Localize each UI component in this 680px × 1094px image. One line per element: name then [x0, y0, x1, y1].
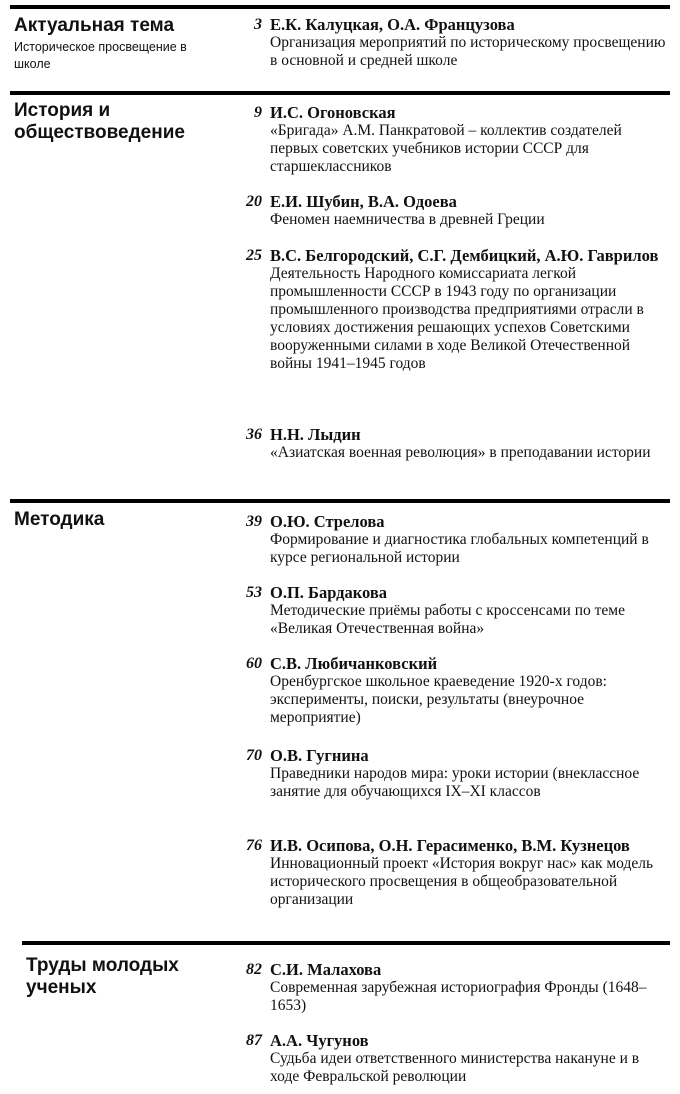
entry-authors: И.С. Огоновская — [270, 103, 396, 122]
entry-authors: О.Ю. Стрелова — [270, 512, 385, 531]
entry-authors: Е.И. Шубин, В.А. Одоева — [270, 192, 457, 211]
entry-title: Судьба идеи ответственного министерства накануне и в ходе Февральской революции — [270, 1050, 640, 1085]
entry-authors: Е.К. Калуцкая, О.А. Французова — [270, 15, 515, 34]
section-title: Актуальная тема — [14, 15, 175, 36]
section-rule — [10, 91, 670, 95]
entry-title: Организация мероприятий по историческому просвещению в основной и средней школе — [270, 34, 666, 69]
page-number: 3 — [254, 16, 262, 33]
entry-title: Оренбургское школьное краеведение 1920-х годов: эксперименты, поиски, результаты (внеурочное мероприятие) — [270, 673, 607, 726]
entry-title: Современная зарубежная историография Фронды (1648–1653) — [270, 979, 647, 1014]
entry-title: Инновационный проект «История вокруг нас» как модель исторического просвещения в общеобразовательной организации — [270, 855, 654, 908]
entry-authors: Н.Н. Лыдин — [270, 425, 361, 444]
entry-authors: А.А. Чугунов — [270, 1031, 369, 1050]
section-rule — [10, 5, 670, 9]
page-number: 87 — [246, 1032, 262, 1049]
section-subtitle: Историческое просвещение в школе — [14, 40, 187, 71]
page-number: 82 — [246, 961, 262, 978]
entry-authors: С.В. Любичанковский — [270, 654, 438, 673]
section-title: Методика — [14, 509, 105, 530]
page-number: 25 — [246, 247, 262, 264]
section-rule — [22, 941, 670, 945]
page-number: 53 — [246, 584, 262, 601]
entry-authors: В.С. Белгородский, С.Г. Дембицкий, А.Ю. Гаврилов — [270, 246, 659, 265]
section-title: Труды молодых ученых — [26, 955, 179, 998]
page-number: 39 — [246, 513, 262, 530]
entry-authors: И.В. Осипова, О.Н. Герасименко, В.М. Кузнецов — [270, 836, 630, 855]
section-rule — [10, 499, 670, 503]
entry-title: Формирование и диагностика глобальных компетенций в курсе региональной истории — [270, 531, 649, 566]
page-number: 9 — [254, 104, 262, 121]
entry-title: Праведники народов мира: уроки истории (внеклассное занятие для обучающихся IX–XI классов — [270, 765, 640, 800]
page-number: 36 — [246, 426, 262, 443]
entry-title: Феномен наемничества в древней Греции — [270, 211, 545, 228]
entry-title: «Бригада» А.М. Панкратовой – коллектив создателей первых советских учебников истории СССР для старшеклассников — [270, 122, 622, 175]
entry-title: «Азиатская военная революция» в преподавании истории — [270, 444, 651, 461]
entry-title: Методические приёмы работы с кроссенсами по теме «Великая Отечественная война» — [270, 602, 625, 637]
entry-authors: О.В. Гугнина — [270, 746, 369, 765]
entry-authors: С.И. Малахова — [270, 960, 382, 979]
page-number: 76 — [246, 837, 262, 854]
entry-title: Деятельность Народного комиссариата легкой промышленности СССР в 1943 году по организации промышленного производства предприятиями отрасли в условиях достижения решающих успехов Советскими вооруженными силами в ходе Великой Отечественной войны 1941–1945 годов — [270, 265, 644, 372]
page-number: 60 — [246, 655, 262, 672]
page-number: 20 — [246, 193, 262, 210]
page-number: 70 — [246, 747, 262, 764]
section-title: История и обществоведение — [14, 100, 185, 143]
entry-authors: О.П. Бардакова — [270, 583, 388, 602]
